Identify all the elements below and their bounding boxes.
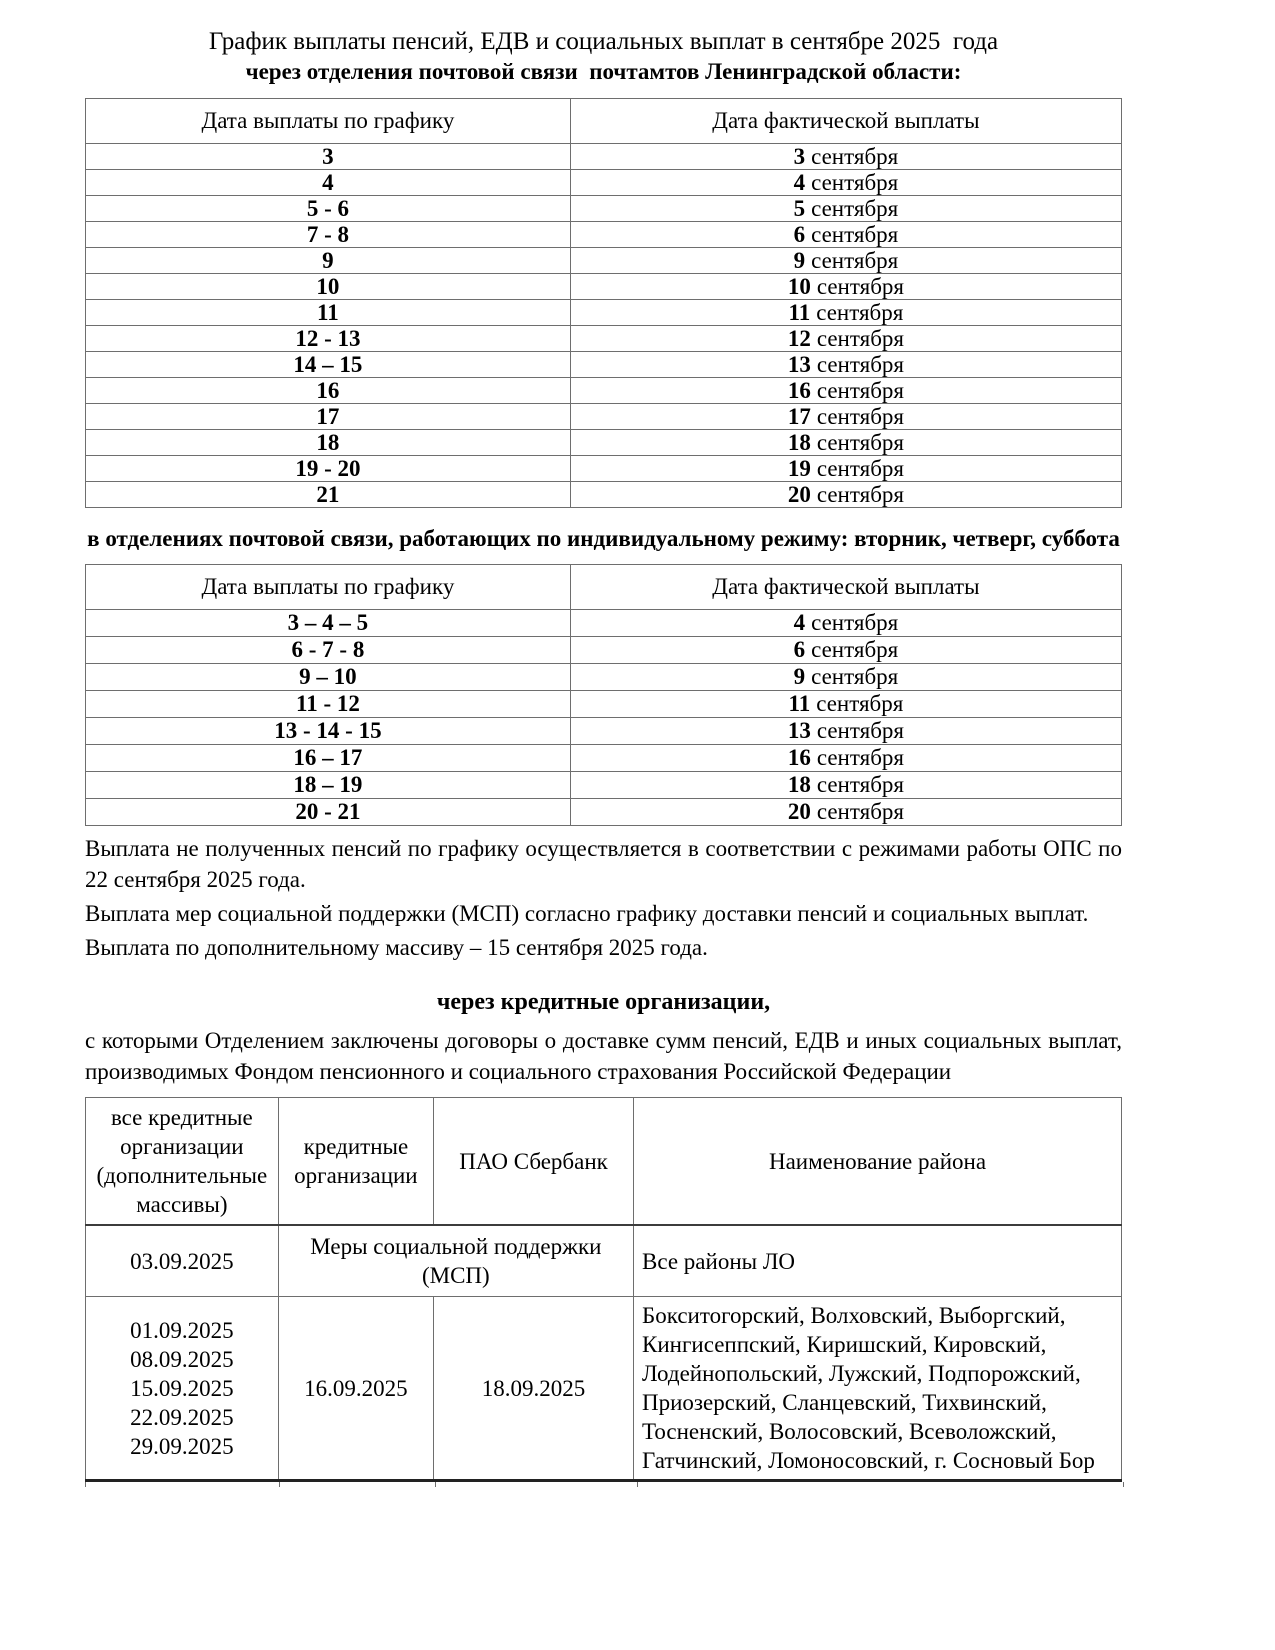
- table-row: [86, 378, 1122, 404]
- schedule-col-actual-header: Дата фактической выплаты: [570, 565, 1121, 610]
- table-row: [86, 664, 1122, 691]
- districts-cell: Бокситогорский, Волховский, Выборгский, Кингисеппский, Киришский, Кировский, Лодейнопольский, Лужский, Подпорожский, Приозерский, Сланцевский, Тихвинский, Тосненский, Волосовский, Всеволожский, Гатчинский, Ломоносовский, г. Сосновый Бор: [634, 1297, 1122, 1481]
- schedule-col-actual-header: Дата фактической выплаты: [570, 99, 1121, 144]
- table-row: [86, 300, 1122, 326]
- table-row: [86, 610, 1122, 637]
- actual-date-cell: 16 сентября: [570, 745, 1121, 772]
- schedule-date-cell: 10: [86, 274, 571, 300]
- actual-date-cell: 18 сентября: [570, 772, 1121, 799]
- note-msp-delivery: Выплата мер социальной поддержки (МСП) согласно графику доставки пенсий и социальных выплат.: [85, 901, 1089, 926]
- credit-orgs-table: [85, 1097, 1122, 1482]
- schedule-date-cell: 9: [86, 248, 571, 274]
- note-unreceived-pensions: Выплата не полученных пенсий по графику осуществляется в соответствии с режимами работы ОПС по 22 сентября 2025 года.: [85, 836, 1122, 892]
- table-row: [86, 326, 1122, 352]
- actual-date-cell: 6 сентября: [570, 637, 1121, 664]
- document-page: [85, 0, 1122, 1487]
- extra-dates-cell: [86, 1297, 279, 1481]
- schedule-date-cell: 18: [86, 430, 571, 456]
- actual-date-cell: 5 сентября: [570, 196, 1121, 222]
- table-row: [86, 691, 1122, 718]
- schedule-date-cell: 17: [86, 404, 571, 430]
- table-row: [86, 718, 1122, 745]
- schedule-date-cell: 20 - 21: [86, 799, 571, 826]
- schedule-date-cell: 7 - 8: [86, 222, 571, 248]
- msp-label-cell: Меры социальной поддержки (МСП): [278, 1225, 633, 1297]
- actual-date-cell: 18 сентября: [570, 430, 1121, 456]
- individual-schedule-table: [85, 564, 1122, 826]
- actual-date-cell: 9 сентября: [570, 664, 1121, 691]
- actual-date-cell: 11 сентября: [570, 691, 1121, 718]
- schedule-date-cell: 14 – 15: [86, 352, 571, 378]
- schedule-col-graph-header: Дата выплаты по графику: [86, 565, 571, 610]
- actual-date-cell: 20 сентября: [570, 482, 1121, 508]
- schedule-date-cell: 4: [86, 170, 571, 196]
- table-row: [86, 799, 1122, 826]
- table-row: [86, 274, 1122, 300]
- table-header-row: [86, 99, 1122, 144]
- actual-date-cell: 9 сентября: [570, 248, 1121, 274]
- actual-date-cell: 16 сентября: [570, 378, 1121, 404]
- schedule-date-cell: 9 – 10: [86, 664, 571, 691]
- extra-date-line: 08.09.2025: [130, 1346, 234, 1372]
- credit-col-credit-orgs-header: кредитные организации: [278, 1098, 433, 1226]
- table-row: [86, 352, 1122, 378]
- credit-orgs-date-cell: 16.09.2025: [278, 1297, 433, 1481]
- schedule-date-cell: 6 - 7 - 8: [86, 637, 571, 664]
- table-row: [86, 637, 1122, 664]
- actual-date-cell: 4 сентября: [570, 170, 1121, 196]
- schedule-date-cell: 3 – 4 – 5: [86, 610, 571, 637]
- actual-date-cell: 4 сентября: [570, 610, 1121, 637]
- schedule-date-cell: 16 – 17: [86, 745, 571, 772]
- table-row: [86, 430, 1122, 456]
- schedule-date-cell: 21: [86, 482, 571, 508]
- table-header-row: [86, 565, 1122, 610]
- credit-col-district-header: Наименование района: [634, 1098, 1122, 1226]
- schedule-date-cell: 5 - 6: [86, 196, 571, 222]
- credit-orgs-heading: через кредитные организации,: [436, 989, 771, 1015]
- table-row: [86, 222, 1122, 248]
- extra-date-line: 29.09.2025: [130, 1433, 234, 1459]
- schedule-date-cell: 19 - 20: [86, 456, 571, 482]
- extra-date-line: 22.09.2025: [130, 1404, 234, 1430]
- page-title: График выплаты пенсий, ЕДВ и социальных выплат в сентябре 2025 года: [208, 28, 999, 55]
- actual-date-cell: 13 сентября: [570, 352, 1121, 378]
- note-additional-array: Выплата по дополнительному массиву – 15 сентября 2025 года.: [85, 935, 708, 960]
- msp-row: [86, 1225, 1122, 1297]
- msp-area-cell: Все районы ЛО: [634, 1225, 1122, 1297]
- actual-date-cell: 11 сентября: [570, 300, 1121, 326]
- actual-date-cell: 13 сентября: [570, 718, 1121, 745]
- notes-block: [85, 833, 1122, 963]
- page-subtitle: через отделения почтовой связи почтамтов Ленинградской области:: [245, 59, 962, 84]
- sberbank-date-cell: 18.09.2025: [434, 1297, 634, 1481]
- schedule-date-cell: 3: [86, 144, 571, 170]
- actual-date-cell: 20 сентября: [570, 799, 1121, 826]
- schedule-col-graph-header: Дата выплаты по графику: [86, 99, 571, 144]
- table-row: [86, 772, 1122, 799]
- table-row: [86, 482, 1122, 508]
- credit-orgs-intro: с которыми Отделением заключены договоры о доставке сумм пенсий, ЕДВ и иных социальных выплат, производимых Фондом пенсионного и социального страхования Российской Федерации: [85, 1028, 1122, 1084]
- individual-mode-heading: в отделениях почтовой связи, работающих по индивидуальному режиму: вторник, четверг, суббота: [87, 526, 1120, 551]
- table-row: [86, 144, 1122, 170]
- post-schedule-table: [85, 98, 1122, 508]
- table-row: [86, 745, 1122, 772]
- schedule-date-cell: 16: [86, 378, 571, 404]
- credit-col-sberbank-header: ПАО Сбербанк: [434, 1098, 634, 1226]
- table-row: [86, 456, 1122, 482]
- schedule-date-cell: 18 – 19: [86, 772, 571, 799]
- table-cutoff-stub: [85, 1482, 1124, 1487]
- actual-date-cell: 12 сентября: [570, 326, 1121, 352]
- schedule-date-cell: 11: [86, 300, 571, 326]
- schedule-date-cell: 11 - 12: [86, 691, 571, 718]
- table-row: [86, 196, 1122, 222]
- actual-date-cell: 3 сентября: [570, 144, 1121, 170]
- table-header-row: [86, 1098, 1122, 1226]
- actual-date-cell: 19 сентября: [570, 456, 1121, 482]
- extra-date-line: 01.09.2025: [130, 1317, 234, 1343]
- schedule-date-cell: 12 - 13: [86, 326, 571, 352]
- credit-main-row: [86, 1297, 1122, 1481]
- table-row: [86, 248, 1122, 274]
- msp-date-cell: 03.09.2025: [86, 1225, 279, 1297]
- credit-col-all-orgs-header: все кредитные организации (дополнительные массивы): [86, 1098, 279, 1226]
- extra-date-line: 15.09.2025: [130, 1375, 234, 1401]
- actual-date-cell: 6 сентября: [570, 222, 1121, 248]
- actual-date-cell: 10 сентября: [570, 274, 1121, 300]
- table-row: [86, 170, 1122, 196]
- actual-date-cell: 17 сентября: [570, 404, 1121, 430]
- schedule-date-cell: 13 - 14 - 15: [86, 718, 571, 745]
- table-row: [86, 404, 1122, 430]
